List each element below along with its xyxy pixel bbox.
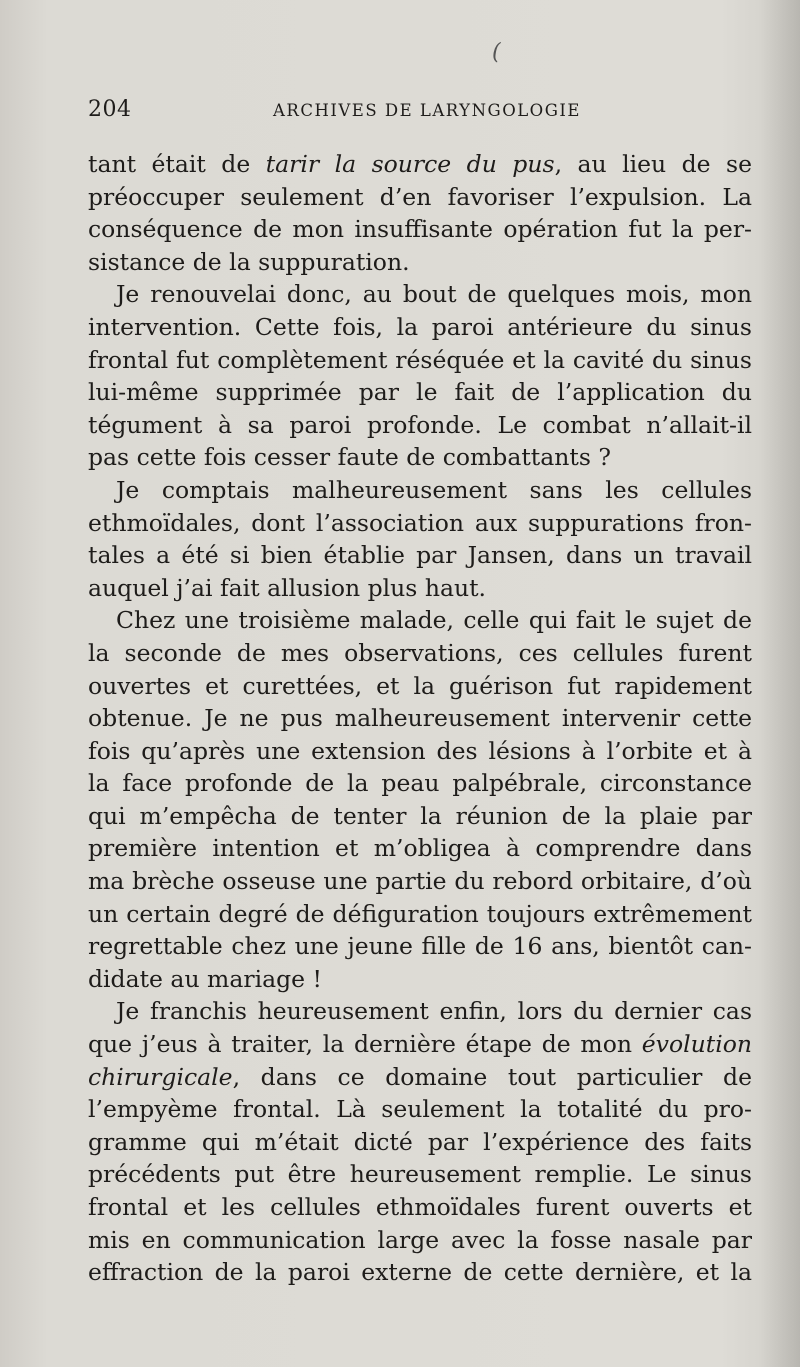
- text-segment: mis en communication large avec la fosse nasale par: [88, 1225, 752, 1254]
- text-segment: qui m’empêcha de tenter la réunion de la plaie par: [88, 801, 752, 830]
- text-line: [88, 1028, 752, 1061]
- text-segment: Je franchis heureusement enfin, lors du dernier cas: [116, 997, 752, 1026]
- text-segment: pas cette fois cesser faute de combattants ?: [88, 443, 611, 472]
- text-segment: fois qu’après une extension des lésions à l’orbite et à: [88, 736, 752, 765]
- text-segment: frontal fut complètement réséquée et la cavité du sinus: [88, 345, 752, 374]
- italic-text: évolution: [641, 1030, 752, 1059]
- text-segment: Je comptais malheureusement sans les cellules: [116, 475, 752, 504]
- text-segment: obtenue. Je ne pus malheureusement intervenir cette: [88, 704, 752, 733]
- text-segment: frontal et les cellules ethmoïdales furent ouverts et: [88, 1193, 752, 1221]
- text-line: [88, 409, 752, 442]
- text-line: [88, 832, 752, 865]
- text-segment: un certain degré de défiguration toujours extrêmement: [88, 899, 752, 928]
- text-segment: tant était de: [88, 150, 266, 178]
- text-segment: didate au mariage !: [88, 964, 322, 993]
- text-segment: intervention. Cette fois, la paroi antérieure du sinus: [88, 312, 752, 341]
- text-segment: l’empyème frontal. Là seulement la totalité du pro-: [88, 1095, 752, 1124]
- italic-text: tarir la source du pus: [265, 150, 555, 178]
- text-segment: Je renouvelai donc, au bout de quelques mois, mon: [116, 280, 752, 309]
- text-line: [88, 637, 752, 670]
- text-line: [88, 148, 752, 181]
- text-line: [88, 604, 752, 637]
- text-line: [88, 441, 752, 474]
- text-segment: , dans ce domaine tout particulier de: [232, 1062, 752, 1091]
- page-header: [88, 97, 752, 127]
- text-segment: première intention et m’obligea à comprendre dans: [88, 834, 752, 863]
- text-segment: préoccuper seulement d’en favoriser l’expulsion. La: [88, 182, 752, 211]
- text-line: [88, 246, 752, 279]
- text-line: [88, 1061, 752, 1094]
- text-line: [88, 376, 752, 409]
- text-segment: précédents put être heureusement remplie. Le sinus: [88, 1160, 752, 1189]
- italic-text: chirurgicale: [88, 1062, 233, 1091]
- text-line: [88, 898, 752, 931]
- text-line: [88, 1256, 752, 1289]
- text-line: [88, 1158, 752, 1191]
- text-line: [88, 670, 752, 703]
- text-segment: la face profonde de la peau palpébrale, circonstance: [88, 769, 752, 798]
- text-line: [88, 539, 752, 572]
- text-line: [88, 1191, 752, 1224]
- text-line: [88, 865, 752, 898]
- text-line: [88, 767, 752, 800]
- text-line: [88, 572, 752, 605]
- text-segment: ouvertes et curettées, et la guérison fut rapidement: [88, 671, 752, 700]
- text-line: [88, 1224, 752, 1257]
- text-segment: , au lieu de se: [554, 150, 752, 178]
- text-segment: auquel j’ai fait allusion plus haut.: [88, 573, 487, 602]
- text-segment: Chez une troisième malade, celle qui fait le sujet de: [116, 606, 752, 635]
- text-line: [88, 181, 752, 214]
- page-gutter-shadow: [760, 0, 800, 1367]
- text-line: [88, 702, 752, 735]
- text-line: [88, 1126, 752, 1159]
- text-segment: lui-même supprimée par le fait de l’application du: [88, 378, 752, 407]
- text-line: [88, 507, 752, 540]
- page-number: 204: [88, 97, 132, 122]
- text-segment: gramme qui m’était dicté par l’expérience des faits: [88, 1127, 752, 1156]
- text-line: [88, 278, 752, 311]
- text-line: [88, 213, 752, 246]
- pencil-mark: (: [492, 40, 501, 65]
- text-segment: conséquence de mon insuffisante opération fut la per-: [88, 215, 752, 244]
- text-line: [88, 995, 752, 1028]
- text-line: [88, 1093, 752, 1126]
- text-segment: effraction de la paroi externe de cette dernière, et la: [88, 1258, 752, 1287]
- text-line: [88, 930, 752, 963]
- body-text: [88, 148, 752, 1289]
- text-line: [88, 344, 752, 377]
- text-line: [88, 963, 752, 996]
- text-segment: que j’eus à traiter, la dernière étape de mon: [88, 1030, 642, 1059]
- text-line: [88, 735, 752, 768]
- running-title: ARCHIVES DE LARYNGOLOGIE: [273, 101, 581, 120]
- text-segment: sistance de la suppuration.: [88, 247, 410, 276]
- text-line: [88, 800, 752, 833]
- text-segment: la seconde de mes observations, ces cellules furent: [88, 638, 752, 667]
- text-segment: ma brèche osseuse une partie du rebord orbitaire, d’où: [88, 867, 752, 896]
- text-segment: ethmoïdales, dont l’association aux suppurations fron-: [88, 508, 752, 537]
- text-segment: tales a été si bien établie par Jansen, dans un travail: [88, 541, 752, 570]
- text-segment: tégument à sa paroi profonde. Le combat n’allait-il: [88, 410, 752, 439]
- text-line: [88, 474, 752, 507]
- text-line: [88, 311, 752, 344]
- text-segment: regrettable chez une jeune fille de 16 ans, bientôt can-: [88, 932, 752, 961]
